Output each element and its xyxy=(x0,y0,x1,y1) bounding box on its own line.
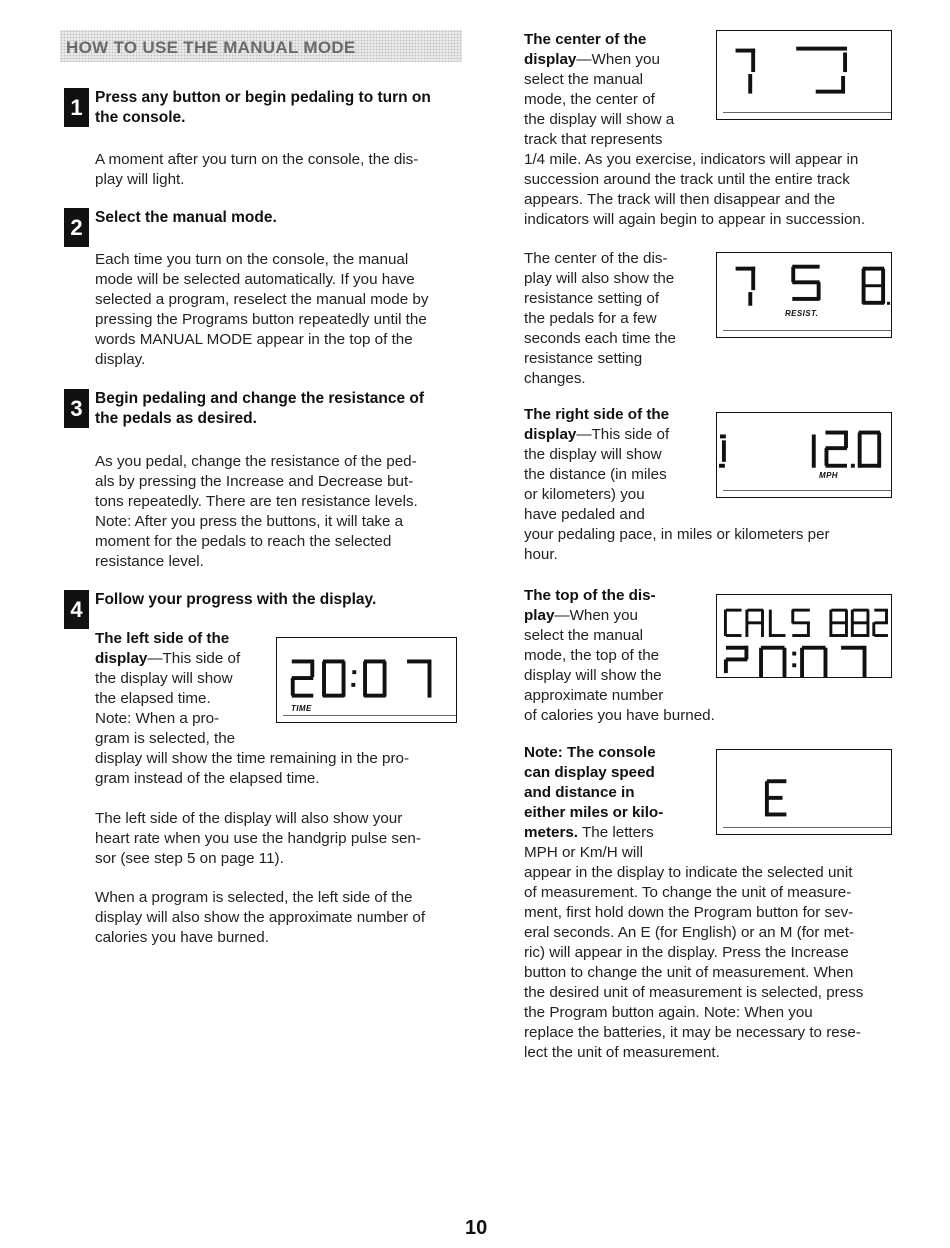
note-line xyxy=(524,823,654,843)
center-heading: The center of the xyxy=(524,31,647,48)
note-heading-line: and distance in xyxy=(524,784,635,801)
step-3-heading-line1: Begin pedaling and change the resistance of xyxy=(95,390,425,407)
step-2-body-line: selected a program, reselect the manual mode by xyxy=(95,291,429,308)
note-line: appear in the display to indicate the selected unit xyxy=(524,864,853,881)
resistance-line: resistance setting xyxy=(524,350,643,367)
step-2-body-line: display. xyxy=(95,351,146,368)
top-side-heading-term: play xyxy=(524,607,555,624)
note-line: lect the unit of measurement. xyxy=(524,1044,720,1061)
track-display-illustration xyxy=(716,30,892,120)
step-2-body-line: pressing the Programs button repeatedly until the xyxy=(95,311,427,328)
note-line: MPH or Km/H will xyxy=(524,844,643,861)
left-side-para2-line: sor (see step 5 on page 11). xyxy=(95,850,284,867)
note-heading-term: meters. xyxy=(524,824,579,841)
left-side-line: Note: When a pro- xyxy=(95,710,220,727)
resistance-line: changes. xyxy=(524,370,586,387)
center-heading-term: display xyxy=(524,51,577,68)
speed-digits xyxy=(717,413,891,497)
note-line: of measurement. To change the unit of measure- xyxy=(524,884,852,901)
left-side-para3-line: When a program is selected, the left side of the xyxy=(95,889,413,906)
step-3-heading-line2: the pedals as desired. xyxy=(95,410,257,427)
step-1-heading-line1: Press any button or begin pedaling to turn on xyxy=(95,89,431,106)
top-side-line: select the manual xyxy=(524,627,644,644)
left-side-line xyxy=(95,649,240,669)
note-line: eral seconds. An E (for English) or an M (for met- xyxy=(524,924,855,941)
center-line xyxy=(524,50,660,70)
step-4-heading: Follow your progress with the display. xyxy=(95,591,377,608)
right-side-heading-term: display xyxy=(524,426,577,443)
center-line: the display will show a xyxy=(524,111,675,128)
step-3-body-line: resistance level. xyxy=(95,553,204,570)
right-side-heading: The right side of the xyxy=(524,406,670,423)
resistance-label: RESIST. xyxy=(785,309,819,318)
step-1-body-line: A moment after you turn on the console, the dis- xyxy=(95,151,419,168)
left-side-line: the display will show xyxy=(95,670,233,687)
left-side-para3-line: calories you have burned. xyxy=(95,929,269,946)
section-title: HOW TO USE THE MANUAL MODE xyxy=(66,38,356,57)
note-line: ric) will appear in the display. Press the Increase xyxy=(524,944,849,961)
left-side-line: gram instead of the elapsed time. xyxy=(95,770,320,787)
step-4-number: 4 xyxy=(64,590,89,629)
center-line-text: —When you xyxy=(576,51,660,68)
resistance-line: the pedals for a few xyxy=(524,310,657,327)
left-side-heading: The left side of the xyxy=(95,630,230,647)
step-2-body-line: mode will be selected automatically. If you have xyxy=(95,271,415,288)
resistance-line: The center of the dis- xyxy=(524,250,668,267)
speed-unit-label: MPH xyxy=(819,471,838,480)
note-line-text: The letters xyxy=(578,824,654,841)
center-line: track that represents xyxy=(524,131,663,148)
left-side-line-text: —This side of xyxy=(147,650,241,667)
step-2-body-line: words MANUAL MODE appear in the top of the xyxy=(95,331,413,348)
step-3-body-line: Note: After you press the buttons, it will take a xyxy=(95,513,404,530)
note-heading-line: can display speed xyxy=(524,764,655,781)
top-side-line: of calories you have burned. xyxy=(524,707,715,724)
top-side-line: display will show the xyxy=(524,667,662,684)
step-2-number: 2 xyxy=(64,208,89,247)
right-side-line: or kilometers) you xyxy=(524,486,645,503)
right-side-line xyxy=(524,425,669,445)
unit-display-illustration xyxy=(716,749,892,835)
center-line: appears. The track will then disappear and the xyxy=(524,191,836,208)
center-line: mode, the center of xyxy=(524,91,655,108)
step-2-body-line: Each time you turn on the console, the manual xyxy=(95,251,409,268)
left-side-para2-line: heart rate when you use the handgrip pulse sen- xyxy=(95,830,421,847)
right-side-line: your pedaling pace, in miles or kilometers per xyxy=(524,526,830,543)
note-line: the desired unit of measurement is selected, press xyxy=(524,984,864,1001)
left-side-para2-line: The left side of the display will also show your xyxy=(95,810,403,827)
resistance-display-illustration xyxy=(716,252,892,338)
resistance-line: seconds each time the xyxy=(524,330,676,347)
center-line: indicators will again begin to appear in succession. xyxy=(524,211,866,228)
right-side-line: the display will show xyxy=(524,446,662,463)
step-3-body-line: moment for the pedals to reach the selected xyxy=(95,533,392,550)
top-side-line xyxy=(524,606,638,626)
time-display-illustration xyxy=(276,637,457,723)
note-line: button to change the unit of measurement. When xyxy=(524,964,854,981)
note-line: ment, first hold down the Program button for sev- xyxy=(524,904,854,921)
right-side-line: hour. xyxy=(524,546,558,563)
step-1-heading-line2: the console. xyxy=(95,109,186,126)
step-1-body-line: play will light. xyxy=(95,171,185,188)
left-side-para3-line: display will also show the approximate number of xyxy=(95,909,426,926)
page-number: 10 xyxy=(465,1217,488,1239)
step-3-body-line: tons repeatedly. There are ten resistance levels. xyxy=(95,493,418,510)
step-3-body-line: als by pressing the Increase and Decrease but- xyxy=(95,473,414,490)
resistance-line: resistance setting of xyxy=(524,290,660,307)
time-label: TIME xyxy=(291,704,312,713)
step-2-heading: Select the manual mode. xyxy=(95,209,277,226)
top-side-line: mode, the top of the xyxy=(524,647,660,664)
right-side-line: the distance (in miles xyxy=(524,466,667,483)
note-line: replace the batteries, it may be necessary to rese- xyxy=(524,1024,861,1041)
note-line: the Program button again. Note: When you xyxy=(524,1004,813,1021)
speed-display-illustration xyxy=(716,412,892,498)
step-3-body-line: As you pedal, change the resistance of the ped- xyxy=(95,453,417,470)
right-side-line-text: —This side of xyxy=(576,426,670,443)
step-1-number: 1 xyxy=(64,88,89,127)
left-side-heading-term: display xyxy=(95,650,148,667)
note-heading-line: either miles or kilo- xyxy=(524,804,664,821)
center-line: 1/4 mile. As you exercise, indicators will appear in xyxy=(524,151,859,168)
left-side-line: the elapsed time. xyxy=(95,690,211,707)
top-side-line-text: —When you xyxy=(554,607,638,624)
center-line: select the manual xyxy=(524,71,644,88)
left-side-line: gram is selected, the xyxy=(95,730,236,747)
resistance-digits xyxy=(717,253,891,337)
center-line: succession around the track until the entire track xyxy=(524,171,850,188)
top-side-line: approximate number xyxy=(524,687,664,704)
track-segments xyxy=(717,31,891,119)
unit-letter xyxy=(717,750,891,834)
note-heading-line: Note: The console xyxy=(524,744,656,761)
top-side-heading: The top of the dis- xyxy=(524,587,656,604)
left-side-line: display will show the time remaining in the pro- xyxy=(95,750,410,767)
resistance-line: play will also show the xyxy=(524,270,675,287)
calories-digits xyxy=(717,595,891,677)
step-3-number: 3 xyxy=(64,389,89,428)
right-side-line: have pedaled and xyxy=(524,506,645,523)
calories-display-illustration xyxy=(716,594,892,678)
